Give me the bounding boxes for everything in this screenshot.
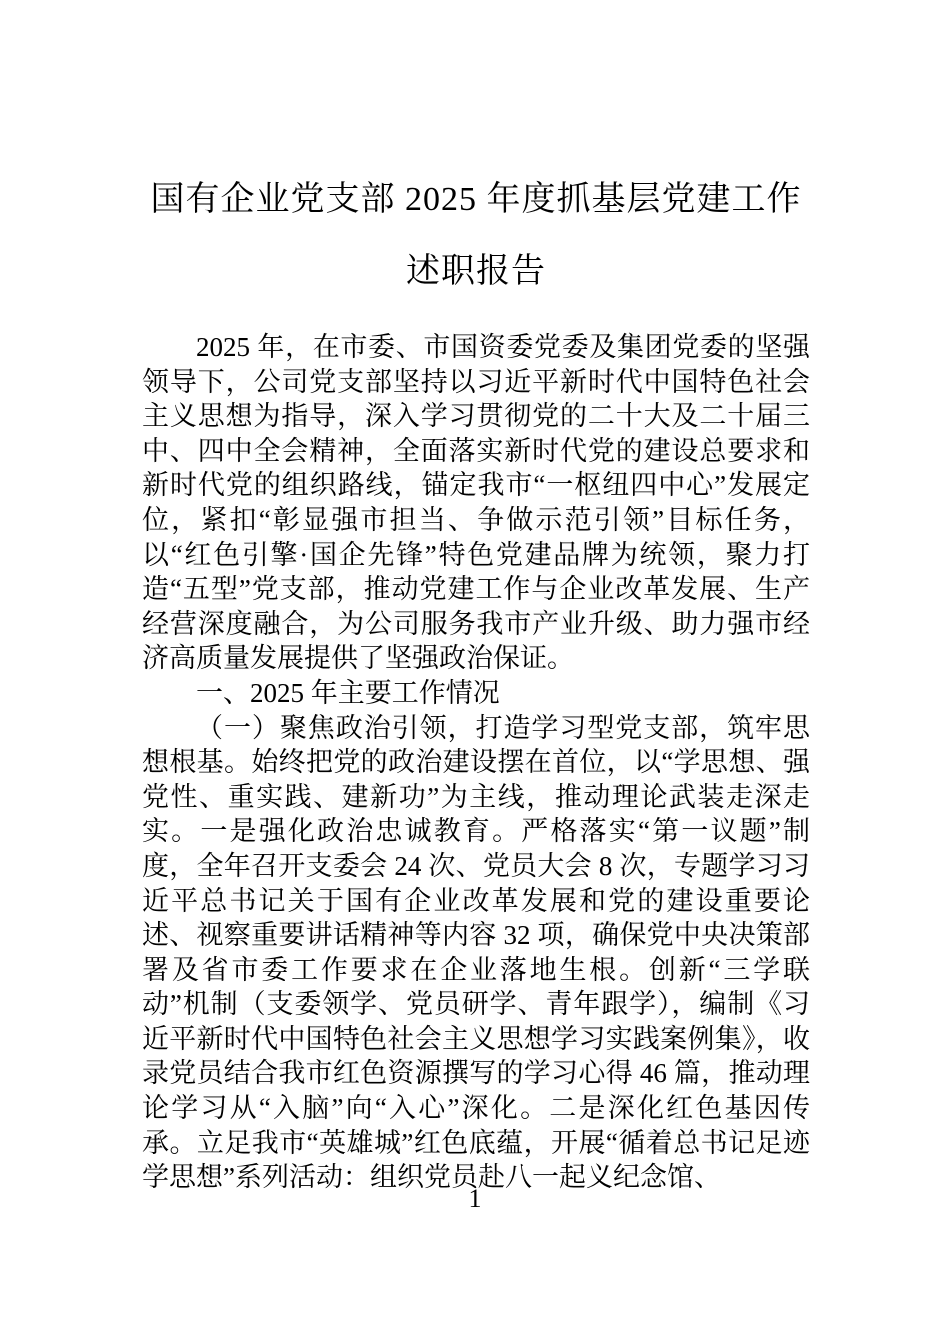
- paragraph-intro: 2025 年，在市委、市国资委党委及集团党委的坚强领导下，公司党支部坚持以习近平新时代中国特色社会主义思想为指导，深入学习贯彻党的二十大及二十届三中、四中全会精神，全面落实新时代党的建设总要求和新时代党的组织路线，锚定我市“一枢纽四中心”发展定位，紧扣“彰显强市担当、争做示范引领”目标任务，以“红色引擎·国企先锋”特色党建品牌为统领，聚力打造“五型”党支部，推动党建工作与企业改革发展、生产经营深度融合，为公司服务我市产业升级、助力强市经济高质量发展提供了坚强政治保证。: [142, 332, 810, 674]
- page-content: [142, 0, 810, 1195]
- document-title: [142, 164, 810, 308]
- document-body: [142, 330, 810, 1195]
- paragraph-section-body: （一）聚焦政治引领，打造学习型党支部，筑牢思想根基。始终把党的政治建设摆在首位，以“学思想、强党性、重实践、建新功”为主线，推动理论武装走深走实。一是强化政治忠诚教育。严格落实“第一议题”制度，全年召开支委会 24 次、党员大会 8 次，专题学习习近平总书记关于国有企业改革发展和党的建设重要论述、视察重要讲话精神等内容 32 项，确保党中央决策部署及省市委工作要求在企业落地生根。创新“三学联动”机制（支委领学、党员研学、青年跟学），编制《习近平新时代中国特色社会主义思想学习实践案例集》，收录党员结合我市红色资源撰写的学习心得 46 篇，推动理论学习从“入脑”向“入心”深化。二是深化红色基因传承。立足我市“英雄城”红色底蕴，开展“循着总书记足迹学思想”系列活动：组织党员赴八一起义纪念馆、: [142, 712, 810, 1193]
- page-number: 1: [468, 1184, 482, 1213]
- document-title-line-2: 述职报告: [406, 253, 546, 290]
- section-heading: 一、2025 年主要工作情况: [196, 677, 500, 708]
- document-title-line-1: 国有企业党支部 2025 年度抓基层党建工作: [150, 181, 802, 218]
- page-footer: [0, 1182, 950, 1216]
